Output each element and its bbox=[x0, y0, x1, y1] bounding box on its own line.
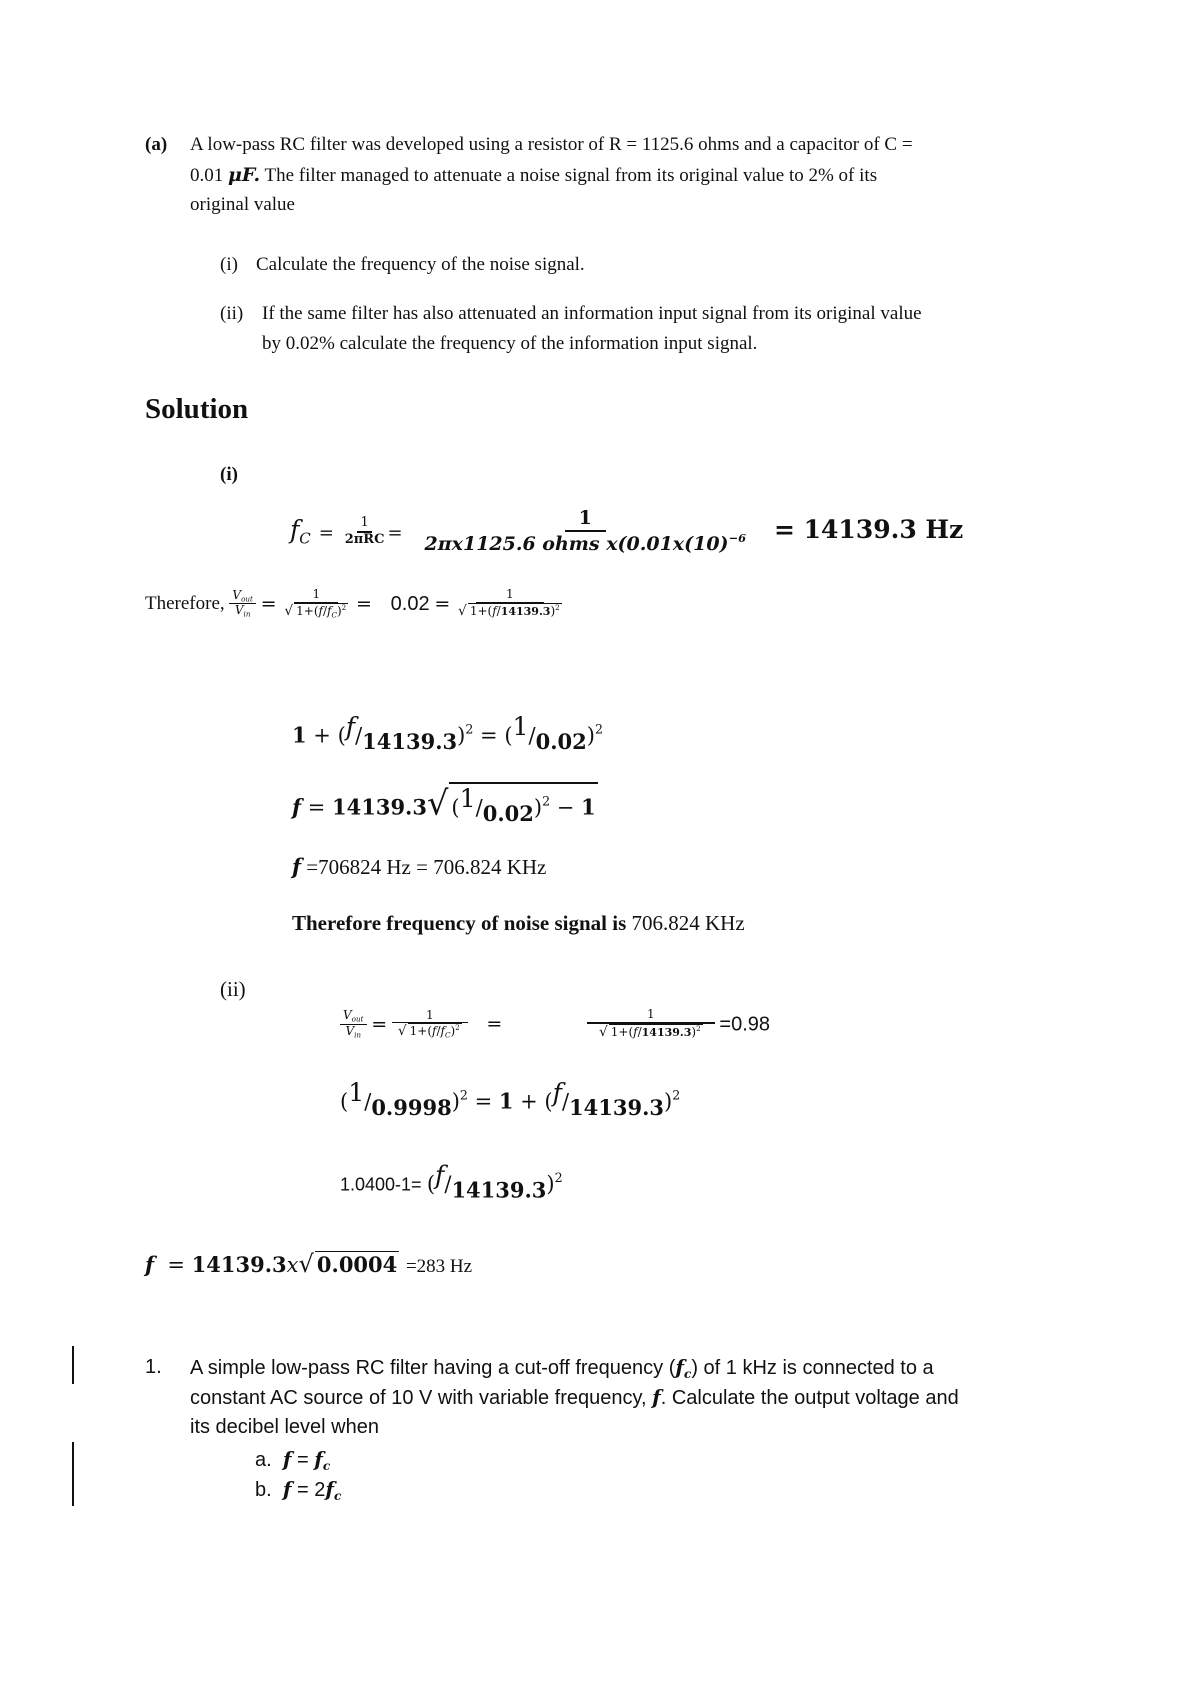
step-ii-2: $1.0400-1= (f/14139.3)^2$ bbox=[340, 1160, 563, 1202]
ratio-equation-i: Therefore, $\frac{V_{out}}{V_{in}}$ = $\frac{1}{√ 1+(f/f_C)^2}$ = 0.02 = $\frac{1}{√ 1+(f/14139.3)^2}$ bbox=[145, 588, 565, 620]
question-a-line-2-rest: The filter managed to attenuate a noise signal from its original value to 2% of its bbox=[260, 165, 878, 186]
conclusion-value: 706.824 KHz bbox=[631, 911, 745, 935]
cutoff-frequency-equation: $f_C$ = $\frac{1}{\text{2πRC}}$ = $\frac{1}{2\pi x1125.6 ohms x(0.01x(10)^{-6}}$ = 14139.3 Hz bbox=[290, 507, 964, 555]
conclusion-i bbox=[292, 908, 745, 938]
capacitor-unit: μF. bbox=[228, 164, 261, 186]
sub-question-i-text: Calculate the frequency of the noise signal. bbox=[256, 254, 585, 275]
question-label-a: (a) bbox=[145, 134, 168, 155]
sub-question-ii-line-2: by 0.02% calculate the frequency of the information input signal. bbox=[262, 333, 758, 354]
fc-fraction-simple: $\frac{1}{\text{2πRC}}$ bbox=[344, 514, 385, 547]
change-bar-1 bbox=[72, 1346, 74, 1384]
ratio-fraction-general: $\frac{1}{√ 1+(f/f_C)^2}$ bbox=[284, 587, 347, 620]
therefore-word: Therefore, bbox=[145, 592, 225, 614]
question-1-item-a: a. $f = f_c$ bbox=[255, 1447, 331, 1474]
vout-over-vin: $\frac{V_{out}}{V_{in}}$ bbox=[229, 589, 256, 620]
step-i-3: f =706824 Hz = 706.824 KHz bbox=[292, 854, 547, 879]
f-value-line: =706824 Hz = 706.824 KHz bbox=[306, 855, 547, 879]
ratio-equation-ii: $\frac{V_{out}}{V_{in}}$ = $\frac{1}{√ 1+(f/f_C)^2}$ = $\frac{1}{√ 1+(f/14139.3)^2}$ =0.98 bbox=[340, 1008, 770, 1041]
capacitor-value: 0.01 bbox=[190, 165, 228, 186]
conclusion-bold: Therefore frequency of noise signal is bbox=[292, 911, 627, 935]
question-a-line-3: original value bbox=[190, 194, 295, 215]
ratio-ii-fraction-numeric: $\frac{1}{√ 1+(f/14139.3)^2}$ bbox=[587, 1008, 715, 1041]
final-result-ii: f = 14139.3x√ 0.0004 =283 Hz bbox=[145, 1250, 473, 1278]
part-i-label: (i) bbox=[220, 464, 238, 485]
question-1-item-b: b. $f = 2f_c$ bbox=[255, 1477, 342, 1504]
step-i-2: f = 14139.3√ $(1/0.02)^2 - 1$ bbox=[292, 783, 596, 826]
final-result-value: =283 Hz bbox=[405, 1256, 473, 1277]
ratio-ii-fraction-general: $\frac{1}{√ 1+(f/f_C)^2}$ bbox=[392, 1009, 468, 1041]
part-ii-label: (ii) bbox=[220, 977, 246, 1001]
question-1-number: 1. bbox=[145, 1356, 162, 1378]
step-ii-1: $(1/0.9998)^2 = 1 + (f/14139.3)^2$ bbox=[340, 1078, 681, 1120]
change-bar-2 bbox=[72, 1442, 74, 1506]
sub-question-ii-label: (ii) bbox=[220, 303, 244, 324]
fc-result: = 14139.3 Hz bbox=[773, 515, 964, 545]
question-a-line-1: A low-pass RC filter was developed using a resistor of R = 1125.6 ohms and a capacitor of C = bbox=[190, 134, 913, 155]
solution-heading: Solution bbox=[145, 393, 249, 425]
sub-question-i-label: (i) bbox=[220, 254, 238, 275]
sub-question-ii-line-1: If the same filter has also attenuated an information input signal from its original value bbox=[262, 303, 922, 324]
question-1-line-1: A simple low-pass RC filter having a cut-off frequency $(f_c)$ of 1 kHz is connected to a bbox=[190, 1355, 934, 1382]
ratio-value-i: 0.02 bbox=[390, 592, 430, 615]
vout-over-vin-ii: $\frac{V_{out}}{V_{in}}$ bbox=[340, 1009, 367, 1040]
question-1-line-3: its decibel level when bbox=[190, 1416, 379, 1438]
fc-fraction-numeric: $\frac{1}{2\pi x1125.6 ohms x(0.01x(10)^{-6}}$ bbox=[424, 507, 747, 555]
fc-symbol: $f_C$ bbox=[290, 515, 311, 548]
step-i-1: $1 + (f/14139.3)^2 = (1/0.02)^2$ bbox=[292, 712, 603, 754]
question-a-line-2 bbox=[190, 160, 877, 191]
ratio-fraction-numeric: $\frac{1}{√ 1+(f/14139.3)^2}$ bbox=[458, 587, 560, 619]
question-1-line-2: constant AC source of 10 V with variable frequency, f. Calculate the output voltage and bbox=[190, 1385, 959, 1409]
ratio-value-ii: =0.98 bbox=[719, 1013, 771, 1036]
